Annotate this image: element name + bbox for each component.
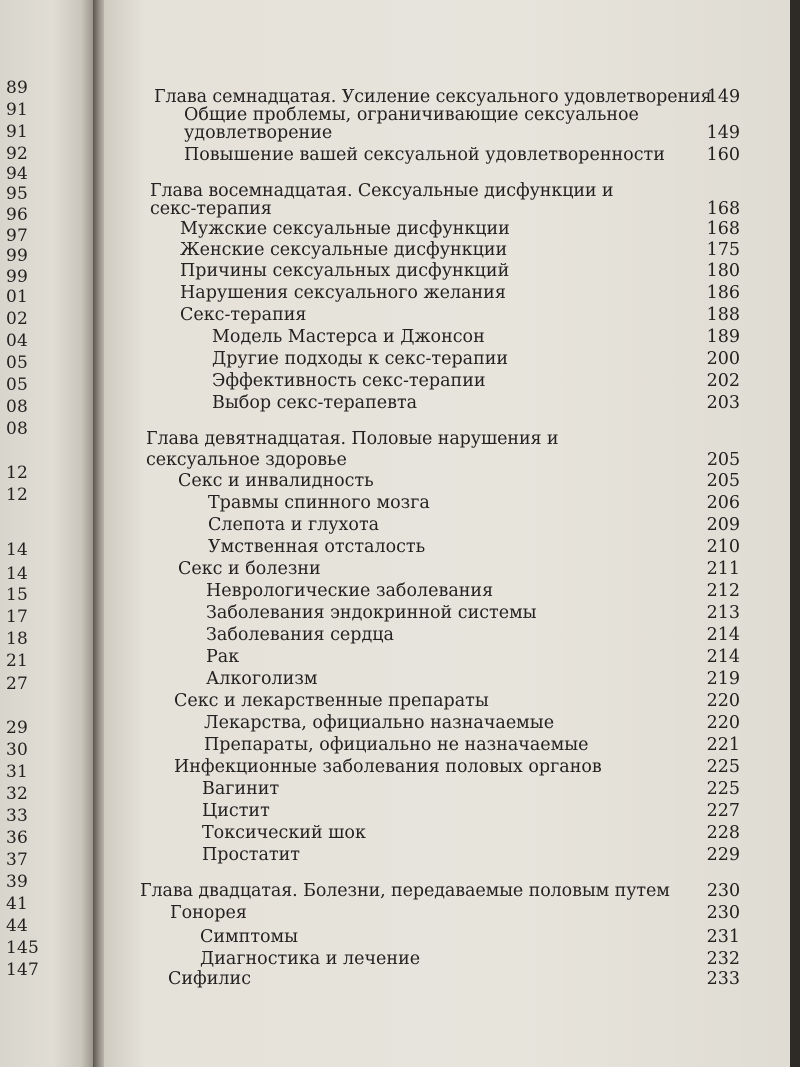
toc-entry-title: Секс и болезни [178, 559, 321, 579]
toc-chapter [140, 880, 790, 902]
toc-subentry-title: Заболевания эндокринной системы [206, 603, 537, 623]
toc-subentry-title: Рак [206, 647, 240, 667]
left-page-number: 08 [6, 397, 29, 417]
left-page-number: 91 [6, 100, 29, 120]
toc-subentry-title: Алкоголизм [206, 669, 318, 689]
toc-subentry-title: Простатит [202, 845, 300, 865]
toc-page-number: 228 [706, 823, 740, 843]
toc-subentry [204, 712, 790, 734]
toc-page-number: 206 [706, 493, 740, 513]
toc-entry [180, 218, 790, 240]
left-page-number: 39 [6, 872, 29, 892]
toc-entry-title: Женские сексуальные дисфункции [180, 240, 508, 260]
toc-page-number: 213 [706, 603, 740, 623]
toc-page-number: 209 [706, 515, 740, 535]
left-page-number: 21 [6, 651, 29, 671]
left-page-number: 33 [6, 806, 29, 826]
toc-subentry-title: Другие подходы к секс-терапии [212, 349, 509, 369]
toc-subentry [208, 514, 790, 536]
left-page-number: 04 [6, 331, 29, 351]
toc-page-number: 205 [706, 471, 740, 491]
toc-page-number: 168 [706, 219, 740, 239]
toc-entry [178, 558, 790, 580]
toc-subentry-title: Препараты, официально не назначаемые [204, 735, 589, 755]
left-page-number: 92 [6, 144, 29, 164]
toc-entry-title: Повышение вашей сексуальной удовлетворенности [184, 145, 665, 165]
toc-entry [180, 304, 790, 326]
toc-page-number: 203 [706, 393, 740, 413]
left-page-number: 32 [6, 784, 29, 804]
toc-page-number: 225 [706, 779, 740, 799]
toc-chapter [146, 428, 790, 450]
toc-entry [168, 968, 790, 990]
toc-page-number: 202 [706, 371, 740, 391]
toc-entry-title: Общие проблемы, ограничивающие сексуальное [184, 105, 639, 125]
toc-page-number: 186 [706, 283, 740, 303]
toc-subentry [208, 536, 790, 558]
toc-subentry-title: Травмы спинного мозга [208, 493, 430, 513]
toc-page-number: 210 [706, 537, 740, 557]
left-page [0, 0, 96, 1067]
toc-page-number: 227 [706, 801, 740, 821]
left-page-number: 29 [6, 718, 29, 738]
left-page-number: 31 [6, 762, 29, 782]
left-page-number: 97 [6, 226, 29, 246]
toc-entry [178, 470, 790, 492]
toc-page-number: 149 [706, 87, 740, 107]
left-page-number: 99 [6, 267, 29, 287]
toc-page-number: 160 [706, 145, 740, 165]
toc-entry [174, 690, 790, 712]
toc-page-number: 211 [706, 559, 740, 579]
toc-subentry-title: Неврологические заболевания [206, 581, 494, 601]
toc-page-number: 220 [706, 691, 740, 711]
toc-page-number: 214 [706, 647, 740, 667]
left-page-number: 02 [6, 309, 29, 329]
left-page-number: 145 [6, 938, 40, 958]
toc-page-number: 233 [706, 969, 740, 989]
toc-page-number: 230 [706, 881, 740, 901]
toc-chapter-title: секс-терапия [150, 199, 272, 219]
toc-page-number: 180 [706, 261, 740, 281]
left-page-number: 14 [6, 564, 29, 584]
toc-chapter-title: Глава семнадцатая. Усиление сексуального удовлетворения [154, 87, 712, 107]
toc-page-number: 220 [706, 713, 740, 733]
toc-page-number: 231 [706, 927, 740, 947]
toc-entry-title: Мужские сексуальные дисфункции [180, 219, 510, 239]
toc-subentry [206, 624, 790, 646]
toc-page-number: 212 [706, 581, 740, 601]
toc-page-number: 149 [706, 123, 740, 143]
toc-subentry [202, 822, 790, 844]
toc-page-number: 205 [706, 450, 740, 470]
toc-subentry-title: Слепота и глухота [208, 515, 380, 535]
toc-subentry [206, 580, 790, 602]
toc-page-number: 189 [706, 327, 740, 347]
toc-subentry [202, 800, 790, 822]
toc-subentry [202, 778, 790, 800]
toc-entry-title: Нарушения сексуального желания [180, 283, 506, 303]
toc-subentry-title: Токсический шок [202, 823, 366, 843]
left-page-number: 14 [6, 540, 29, 560]
left-page-number: 18 [6, 629, 29, 649]
toc-subentry-title: Вагинит [202, 779, 280, 799]
toc-subentry-title: Модель Мастерса и Джонсон [212, 327, 485, 347]
left-page-number: 05 [6, 375, 29, 395]
toc-entry [180, 282, 790, 304]
toc-subentry [200, 948, 790, 970]
toc-page-number: 221 [706, 735, 740, 755]
toc-page [104, 0, 790, 1067]
toc-subentry [206, 668, 790, 690]
toc-chapter-title: Глава восемнадцатая. Сексуальные дисфункции и [150, 181, 614, 201]
toc-entry-title: удовлетворение [184, 123, 333, 143]
toc-entry-title: Секс-терапия [180, 305, 307, 325]
left-page-number: 08 [6, 419, 29, 439]
toc-entry [184, 144, 790, 166]
left-page-number: 12 [6, 485, 29, 505]
toc-entry-title: Сифилис [168, 969, 251, 989]
toc-subentry [212, 392, 790, 414]
toc-page-number: 229 [706, 845, 740, 865]
toc-subentry [200, 926, 790, 948]
left-page-number: 30 [6, 740, 29, 760]
toc-entry [170, 902, 790, 924]
toc-subentry [212, 370, 790, 392]
toc-subentry [206, 602, 790, 624]
toc-subentry-title: Симптомы [200, 927, 299, 947]
toc-page-number: 200 [706, 349, 740, 369]
toc-subentry-title: Цистит [202, 801, 270, 821]
left-page-number: 15 [6, 585, 29, 605]
left-page-number: 147 [6, 960, 40, 980]
toc-subentry-title: Эффективность секс-терапии [212, 371, 486, 391]
left-page-number: 37 [6, 850, 29, 870]
left-page-number: 05 [6, 353, 29, 373]
toc-entry-title: Инфекционные заболевания половых органов [174, 757, 602, 777]
toc-subentry [202, 844, 790, 866]
left-page-number: 36 [6, 828, 29, 848]
left-page-number: 89 [6, 78, 29, 98]
left-page-number: 44 [6, 916, 29, 936]
toc-subentry-title: Умственная отсталость [208, 537, 426, 557]
toc-page-number: 232 [706, 949, 740, 969]
toc-chapter-title: Глава девятнадцатая. Половые нарушения и [146, 429, 559, 449]
toc-subentry [212, 326, 790, 348]
left-page-number: 27 [6, 674, 29, 694]
left-page-number: 91 [6, 122, 29, 142]
toc-page-number: 214 [706, 625, 740, 645]
toc-entry [180, 260, 790, 282]
toc-page-number: 175 [706, 240, 740, 260]
left-page-number: 94 [6, 164, 29, 184]
toc-chapter [146, 449, 790, 471]
toc-entry-title: Гонорея [170, 903, 247, 923]
left-page-number: 96 [6, 205, 29, 225]
toc-page-number: 219 [706, 669, 740, 689]
left-page-number: 17 [6, 607, 29, 627]
toc-entry [180, 239, 790, 261]
left-page-number: 95 [6, 184, 29, 204]
left-page-number: 41 [6, 894, 29, 914]
toc-subentry [206, 646, 790, 668]
toc-page-number: 225 [706, 757, 740, 777]
left-page-number: 01 [6, 287, 29, 307]
toc-subentry-title: Выбор секс-терапевта [212, 393, 418, 413]
toc-subentry [212, 348, 790, 370]
toc-subentry-title: Лекарства, официально назначаемые [204, 713, 555, 733]
left-page-number: 12 [6, 463, 29, 483]
toc-chapter-title: сексуальное здоровье [146, 450, 347, 470]
toc-entry [174, 756, 790, 778]
toc-subentry-title: Диагностика и лечение [200, 949, 421, 969]
toc-entry-title: Причины сексуальных дисфункций [180, 261, 510, 281]
toc-entry [184, 122, 790, 144]
left-page-number: 99 [6, 246, 29, 266]
toc-chapter [150, 198, 790, 220]
toc-subentry [208, 492, 790, 514]
toc-entry-title: Секс и лекарственные препараты [174, 691, 489, 711]
toc-chapter-title: Глава двадцатая. Болезни, передаваемые половым путем [140, 881, 670, 901]
toc-page-number: 188 [706, 305, 740, 325]
toc-entry-title: Секс и инвалидность [178, 471, 374, 491]
toc-page-number: 230 [706, 903, 740, 923]
toc-subentry-title: Заболевания сердца [206, 625, 394, 645]
toc-subentry [204, 734, 790, 756]
toc-page-number: 168 [706, 199, 740, 219]
